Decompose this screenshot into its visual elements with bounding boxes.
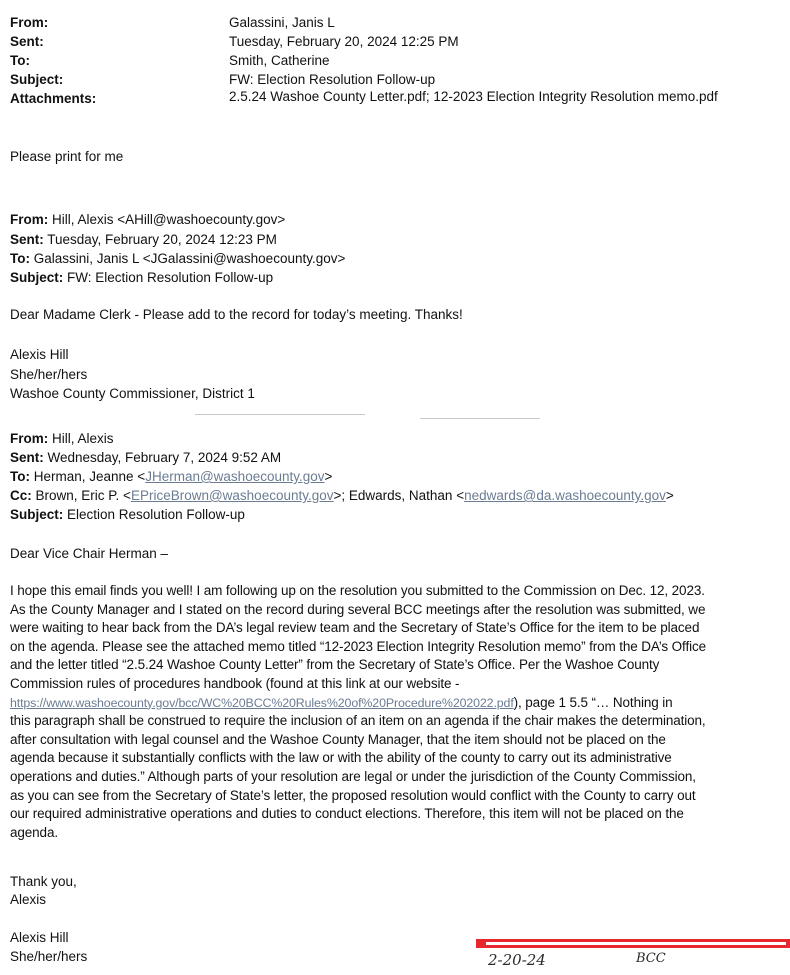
- print-note: Please print for me: [10, 149, 124, 164]
- fwd1-sig-title: Washoe County Commissioner, District 1: [10, 386, 255, 401]
- fwd1-to: [10, 251, 345, 266]
- email-link-jherman[interactable]: JHerman@washoecounty.gov: [145, 469, 325, 484]
- closing: Thank you,: [10, 874, 77, 889]
- body-line: operations and duties.” Although parts of your resolution are legal or under the jurisdiction of the County Commission,: [10, 768, 696, 784]
- fwd1-sent: [10, 232, 277, 247]
- fwd1-sig-name: Alexis Hill: [10, 347, 69, 362]
- fwd2-to-label: To:: [10, 469, 30, 484]
- fwd1-body: Dear Madame Clerk - Please add to the record for today’s meeting. Thanks!: [10, 307, 463, 322]
- fwd1-sig-pronouns: She/her/hers: [10, 367, 88, 382]
- fwd1-subject-label: Subject:: [10, 270, 64, 285]
- fwd2-sig-pronouns: She/her/hers: [10, 949, 88, 964]
- fwd2-from-value: Hill, Alexis: [48, 431, 114, 446]
- fwd1-from-value: Hill, Alexis <AHill@washoecounty.gov>: [48, 212, 286, 227]
- subject-label: Subject:: [10, 72, 64, 87]
- fwd1-from-label: From:: [10, 212, 49, 227]
- body-line: on the agenda. Please see the attached memo titled “12-2023 Election Integrity Resolution memo” from the DA’s Office: [10, 638, 706, 654]
- body-line: this paragraph shall be construed to require the inclusion of an item on an agenda if the chair makes the determination,: [10, 713, 706, 729]
- rules-procedure-link[interactable]: https://www.washoecounty.gov/bcc/WC%20BCC%20Rules%20of%20Procedure%202022.pdf: [10, 695, 514, 710]
- fwd2-cc-label: Cc:: [10, 488, 32, 503]
- fwd2-subject-label: Subject:: [10, 507, 64, 522]
- fwd2-body: [10, 582, 790, 842]
- body-line: as you can see from the Secretary of State’s letter, the proposed resolution would conflict with the County to carry out: [10, 787, 696, 803]
- fwd2-cc-mid: >; Edwards, Nathan <: [333, 488, 465, 503]
- scan-mark: [420, 418, 540, 419]
- fwd1-sent-label: Sent:: [10, 232, 44, 247]
- fwd1-subject-value: FW: Election Resolution Follow-up: [63, 270, 274, 285]
- email-link-epricebrown[interactable]: EPriceBrown@washoecounty.gov: [130, 488, 334, 503]
- fwd2-sent-label: Sent:: [10, 450, 44, 465]
- subject-value: FW: Election Resolution Follow-up: [229, 72, 436, 87]
- body-line: Commission rules of procedures handbook (found at this link at our website -: [10, 675, 460, 691]
- fwd2-to-post: >: [324, 469, 333, 484]
- scan-mark: [195, 414, 365, 415]
- body-line: I hope this email finds you well! I am following up on the resolution you submitted to the Commission on Dec. 12, 2023.: [10, 583, 705, 598]
- closing-name: Alexis: [10, 892, 47, 907]
- to-label: To:: [10, 53, 30, 68]
- fwd2-sent-value: Wednesday, February 7, 2024 9:52 AM: [43, 450, 282, 465]
- fwd2-to: [10, 469, 332, 484]
- fwd2-from-label: From:: [10, 431, 49, 446]
- body-line: our required administrative operations and duties to conduct elections. Therefore, this item will not be placed on the: [10, 806, 684, 822]
- to-value: Smith, Catherine: [229, 53, 330, 68]
- fwd2-from: [10, 431, 114, 446]
- fwd2-subject: [10, 507, 245, 522]
- email-link-nedwards[interactable]: nedwards@da.washoecounty.gov: [464, 488, 666, 503]
- fwd1-to-label: To:: [10, 251, 30, 266]
- fwd2-sent: [10, 450, 281, 465]
- attachments-value: 2.5.24 Washoe County Letter.pdf; 12-2023 Election Integrity Resolution memo.pdf: [229, 89, 718, 104]
- fwd2-cc-pre: Brown, Eric P. <: [31, 488, 131, 503]
- body-line: after consultation with legal counsel and the Washoe County Manager, that the item should not be placed on the: [10, 731, 666, 747]
- body-line: agenda because it substantially conflicts with the law or with the ability of the county to carry out its administrative: [10, 750, 672, 766]
- body-line: were waiting to hear back from the DA’s legal review team and the Secretary of State’s Office for the item to be placed: [10, 620, 700, 636]
- handwritten-date: 2-20-24: [488, 951, 546, 969]
- fwd2-cc: [10, 488, 674, 503]
- body-line-with-link: [10, 694, 790, 713]
- body-line: As the County Manager and I stated on the record during several BCC meetings after the resolution was submitted, we: [10, 601, 706, 617]
- fwd2-greeting: Dear Vice Chair Herman –: [10, 546, 169, 561]
- from-value: Galassini, Janis L: [229, 15, 335, 30]
- date-stamp-bar: [476, 939, 790, 948]
- fwd1-from: [10, 212, 285, 227]
- fwd1-sent-value: Tuesday, February 20, 2024 12:23 PM: [43, 232, 277, 247]
- from-label: From:: [10, 15, 49, 30]
- fwd2-sig-name: Alexis Hill: [10, 930, 69, 945]
- body-line: and the letter titled “2.5.24 Washoe County Letter” from the Secretary of State’s Office. Per the Washoe County: [10, 657, 660, 673]
- fwd1-subject: [10, 270, 273, 285]
- fwd2-cc-post: >: [665, 488, 674, 503]
- body-link-post: ), page 1 5.5 “… Nothing in: [513, 694, 673, 710]
- sent-label: Sent:: [10, 34, 44, 49]
- fwd1-to-value: Galassini, Janis L <JGalassini@washoecounty.gov>: [30, 251, 346, 266]
- attachments-label: Attachments:: [10, 91, 97, 106]
- handwritten-code: BCC: [636, 951, 666, 966]
- fwd2-subject-value: Election Resolution Follow-up: [63, 507, 245, 522]
- sent-value: Tuesday, February 20, 2024 12:25 PM: [229, 34, 459, 49]
- fwd2-to-pre: Herman, Jeanne <: [30, 469, 146, 484]
- body-line: agenda.: [10, 824, 58, 840]
